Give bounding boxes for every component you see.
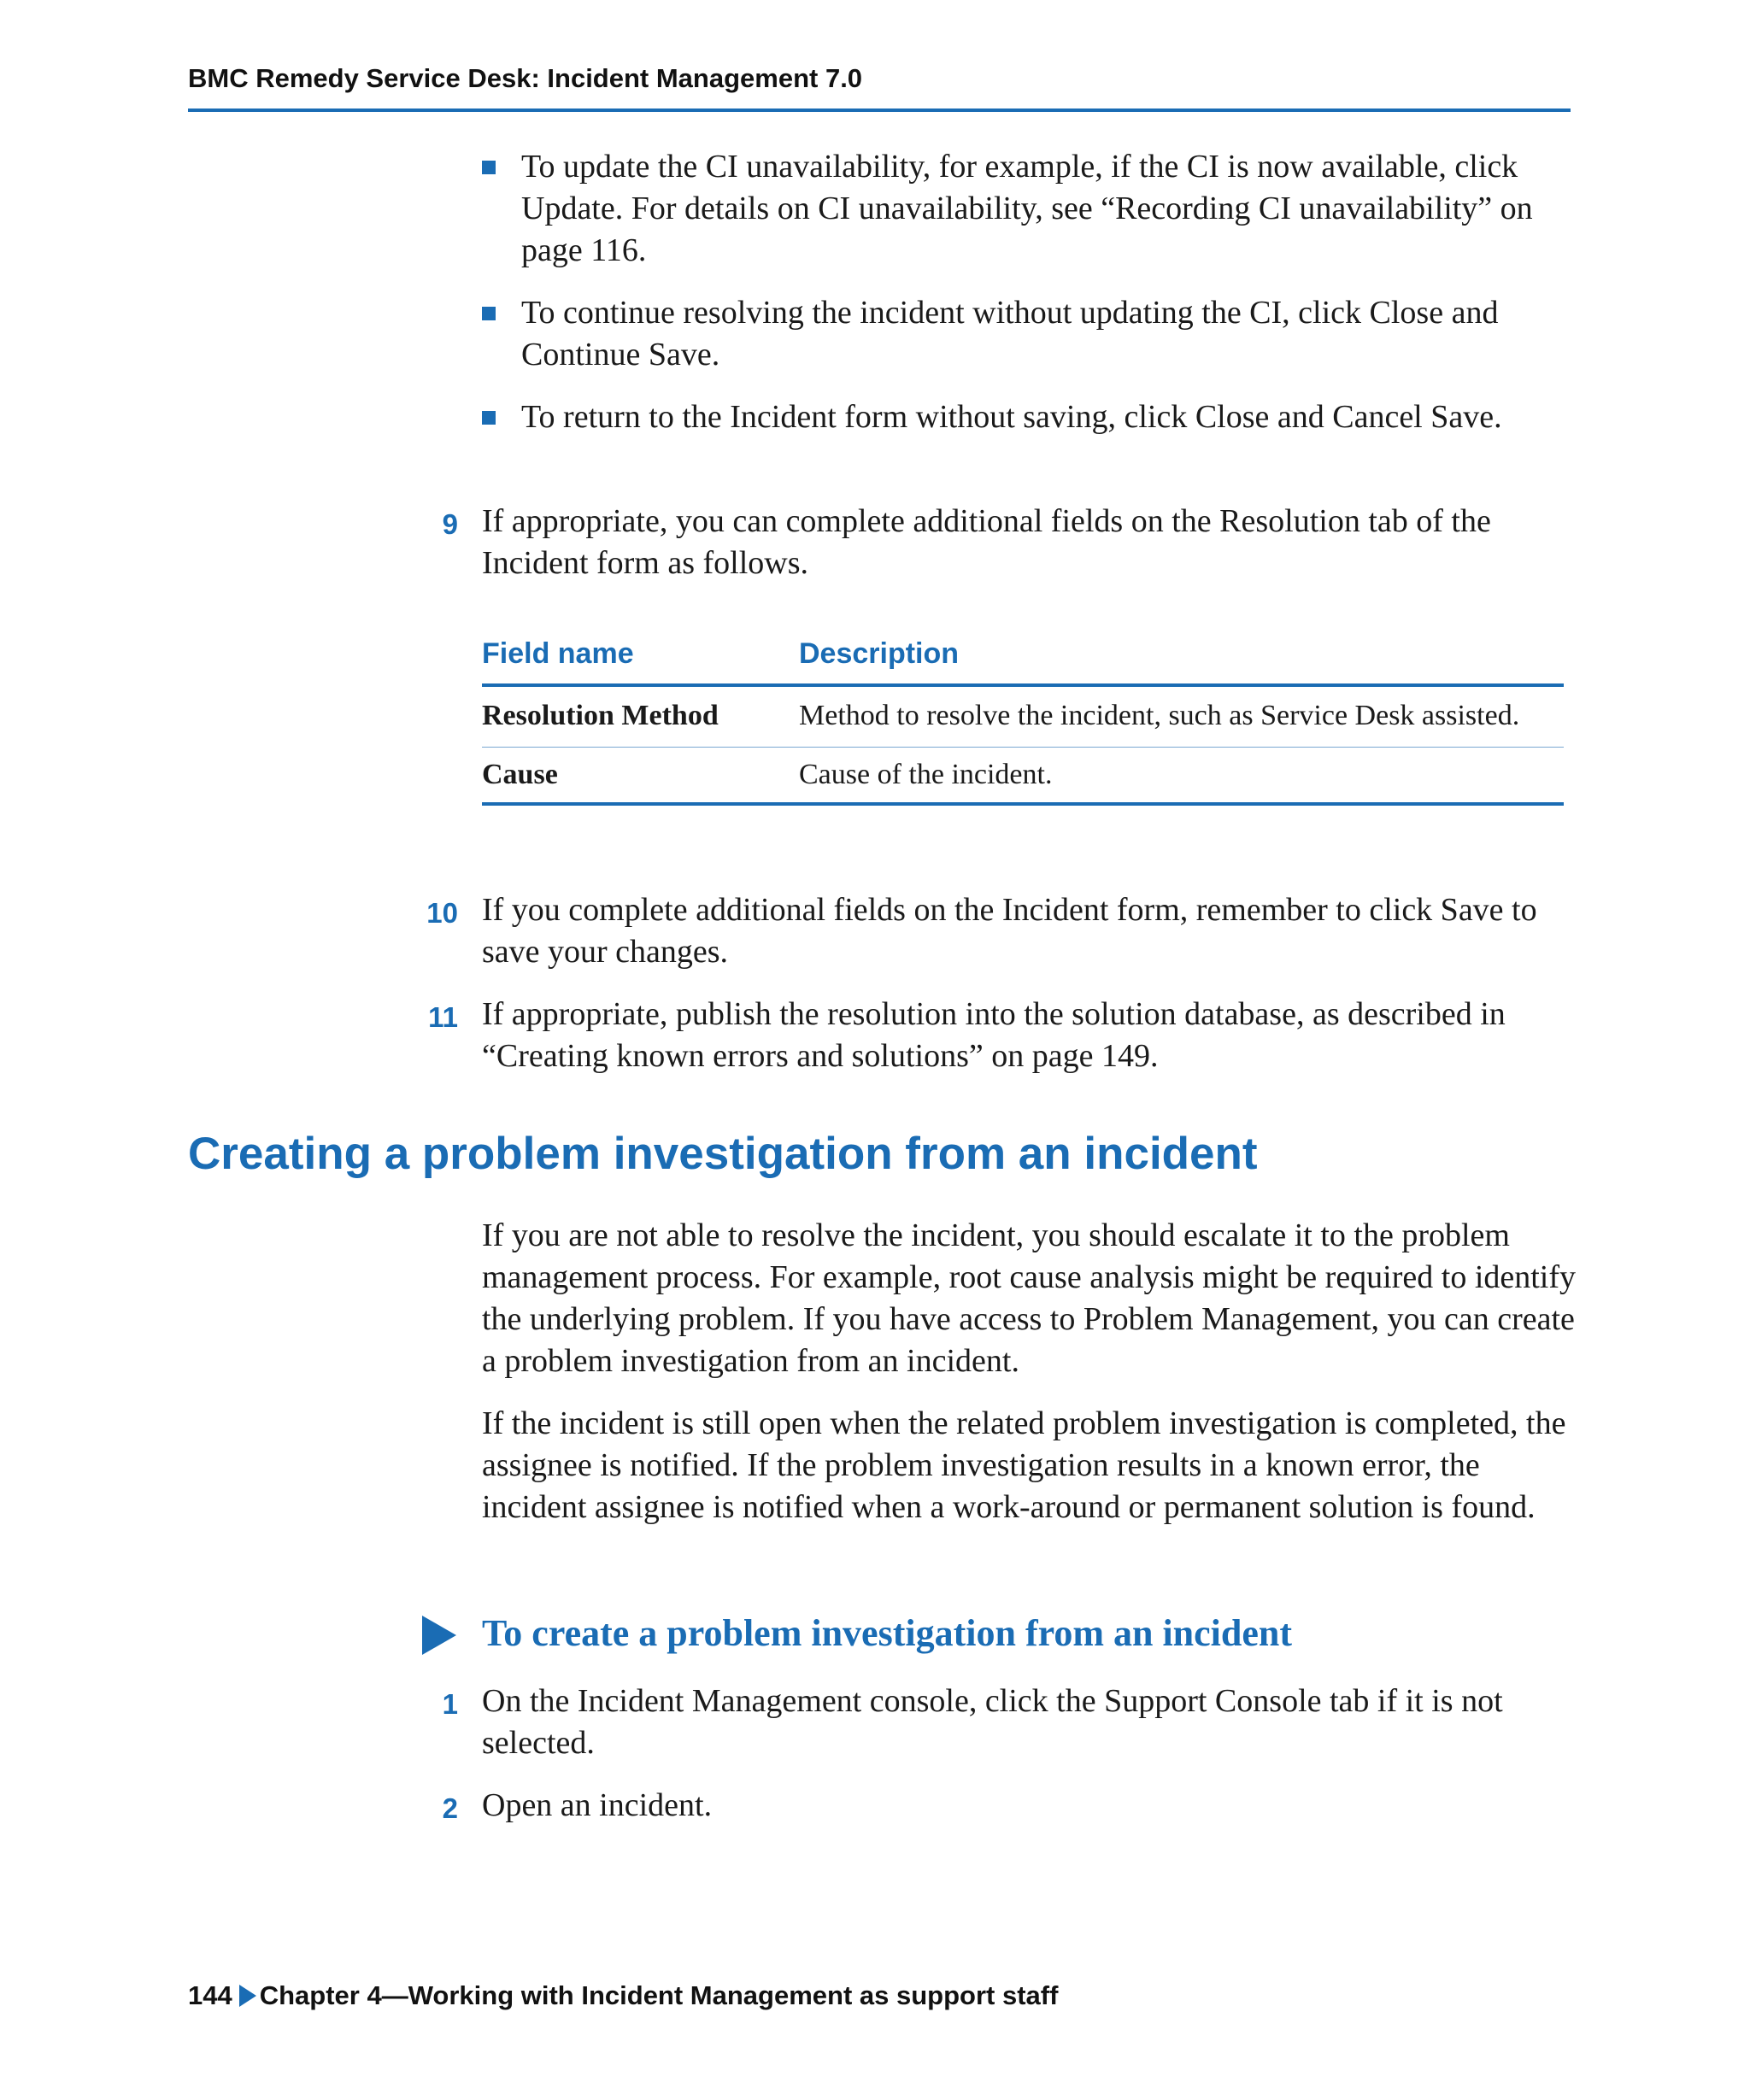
step-number: 9 [442, 508, 458, 540]
bullet-text: To update the CI unavailability, for example, if the CI is now available, click Update. For details on CI unavailability, see “Recording CI unavailability” on page 116. [521, 149, 1533, 268]
section-heading: Creating a problem investigation from an incident [188, 1129, 1258, 1179]
table-row [482, 748, 1564, 806]
footer-arrow-icon [239, 1985, 256, 2007]
square-bullet-icon [482, 411, 496, 425]
paragraph: If the incident is still open when the related problem investigation is completed, the assignee is notified. If the problem investigation results in a known error, the incident assignee is notified when a work-around or permanent solution is found. [482, 1405, 1566, 1525]
paragraph: If you are not able to resolve the incident, you should escalate it to the problem management process. For example, root cause analysis might be required to identify the underlying problem. If you have access to Problem Management, you can create a problem investigation from an incident. [482, 1217, 1577, 1379]
step-item [410, 1681, 1589, 1764]
square-bullet-icon [482, 161, 496, 174]
bullet-text: To continue resolving the incident without updating the CI, click Close and Continue Save. [521, 295, 1499, 372]
bullet-text: To return to the Incident form without saving, click Close and Cancel Save. [521, 399, 1502, 435]
table-cell-description: Cause of the incident. [799, 759, 1053, 790]
square-bullet-icon [482, 307, 496, 320]
table-cell-field: Cause [482, 759, 558, 790]
step-text: If appropriate, publish the resolution into the solution database, as described in “Creating known errors and solutions” on page 149. [482, 996, 1506, 1074]
step-item [410, 889, 1589, 973]
table-cell-description: Method to resolve the incident, such as Service Desk assisted. [799, 700, 1520, 731]
procedure-arrow-icon [422, 1616, 456, 1655]
footer-chapter-title: Chapter 4—Working with Incident Management as support staff [259, 1980, 1059, 2010]
bullet-item [482, 146, 1584, 272]
table-header-row [482, 624, 1564, 687]
table-row [482, 687, 1564, 748]
page-footer [188, 1980, 1058, 2011]
page-number: 144 [188, 1980, 232, 2010]
step-number: 10 [426, 897, 458, 929]
step-item [410, 1785, 1589, 1827]
step-text: If appropriate, you can complete additional fields on the Resolution tab of the Incident form as follows. [482, 503, 1491, 581]
header-rule [188, 109, 1571, 112]
table-cell-field: Resolution Method [482, 700, 719, 731]
step-item [410, 501, 1589, 584]
running-header-title: BMC Remedy Service Desk: Incident Management 7.0 [188, 63, 863, 93]
step-text: On the Incident Management console, click the Support Console tab if it is not selected. [482, 1683, 1503, 1761]
step-number: 2 [442, 1792, 458, 1824]
field-table [482, 624, 1564, 806]
step-item [410, 994, 1589, 1077]
bullet-item [482, 396, 1584, 438]
table-header-description: Description [799, 636, 960, 670]
table-header-field-name: Field name [482, 636, 634, 670]
step-text: If you complete additional fields on the Incident form, remember to click Save to save your changes. [482, 892, 1537, 970]
procedure-title: To create a problem investigation from an incident [482, 1612, 1293, 1654]
step-number: 1 [442, 1688, 458, 1720]
step-number: 11 [428, 1001, 458, 1033]
step-text: Open an incident. [482, 1787, 713, 1823]
bullet-item [482, 292, 1584, 376]
